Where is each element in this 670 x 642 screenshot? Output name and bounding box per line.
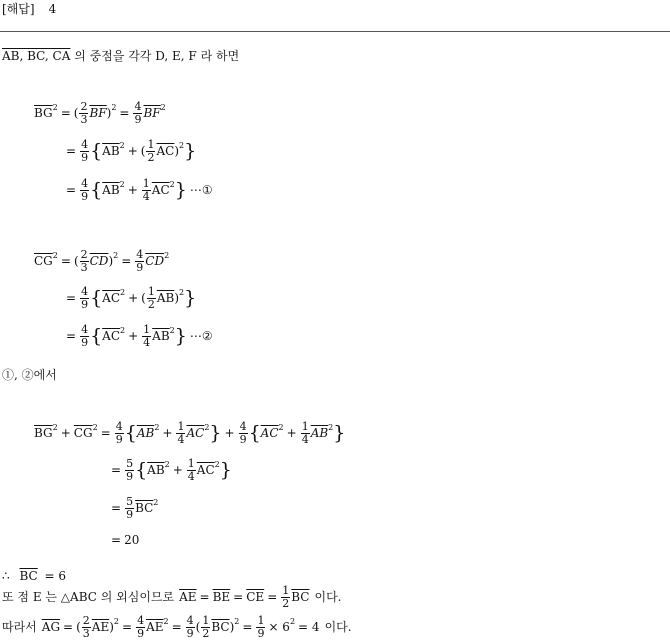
bf-term: $\overline{BF}$	[143, 106, 161, 120]
bg-term: $\overline{BG}$	[34, 106, 53, 120]
equation-tag-1: ⋯①	[189, 183, 213, 197]
bc-term: $\overline{BC}$	[135, 501, 154, 515]
bc-value: = 6	[44, 569, 67, 583]
frac-num: 1	[257, 613, 265, 627]
cg-term: $\overline{CG}$	[73, 426, 93, 440]
frac-den: 9	[239, 432, 247, 446]
bc-term: $\overline{BC}$	[19, 569, 38, 583]
frac-num: 4	[81, 322, 89, 336]
cd-term: $\overline{CD}$	[89, 254, 109, 268]
answer-value: 4	[48, 2, 57, 16]
ab-term: $\overline{AB}$	[102, 144, 120, 158]
sentence-end: 이다.	[314, 590, 342, 604]
frac-num: 4	[134, 99, 142, 113]
frac-den: 9	[81, 189, 89, 203]
frac-num: 1	[147, 137, 155, 151]
frac-den: 2	[147, 297, 155, 311]
ac-term: $\overline{AC}$	[186, 426, 205, 440]
frac-num: 1	[142, 176, 150, 190]
frac-den: 9	[137, 626, 145, 640]
final-result: = 4	[298, 620, 320, 634]
therefore-line	[2, 570, 66, 582]
frac-num: 1	[177, 419, 185, 433]
intro-line	[2, 50, 239, 62]
times-six: × 6	[268, 620, 290, 634]
block3-line3: = $\frac{5}{9}$ $\overline{BC}$ $^2$	[111, 494, 159, 521]
frac-num: 1	[143, 322, 151, 336]
frac-num: 4	[137, 613, 145, 627]
answer-header	[2, 3, 56, 15]
frac-den: 9	[257, 626, 265, 640]
frac-num: 1	[202, 613, 210, 627]
equation-tag-2: ⋯②	[189, 329, 213, 343]
frac-den: 9	[81, 150, 89, 164]
frac-den: 2	[147, 150, 155, 164]
frac-den: 9	[81, 297, 89, 311]
ce-term: $\overline{CE}$	[246, 590, 265, 604]
frac-den: 2	[282, 596, 290, 610]
block3-line2: = $\frac{5}{9}$ { $\overline{AB}$ $^2$ + $\frac{1}{4}$ $\overline{AC}$ $^2$ }	[111, 456, 232, 483]
ab-term: $\overline{AB}$	[136, 426, 155, 440]
frac-num: 5	[126, 494, 134, 508]
frac-num: 2	[80, 99, 88, 113]
frac-num: 4	[81, 137, 89, 151]
be-term: $\overline{BE}$	[212, 590, 231, 604]
therefore-symbol: ∴	[2, 569, 10, 583]
circumcenter-text: 또 점 E 는 △ABC 의 외심이므로	[2, 590, 175, 604]
bc-term: $\overline{BC}$	[291, 590, 310, 604]
block2-line1: $\overline{CG}$ $^2$ = ( $\frac{2}{3}$ $\overline{CD}$ ) $^2$ = $\frac{4}{9}$ $\overline{CD}$ $^2$	[34, 247, 170, 274]
frac-den: 9	[136, 260, 144, 274]
block1-line3: = $\frac{4}{9}$ { $\overline{AB}$ $^2$ + $\frac{1}{4}$ $\overline{AC}$ $^2$ } ⋯①	[66, 176, 213, 203]
cd-term: $\overline{CD}$	[145, 254, 165, 268]
ab-term: $\overline{AB}$	[310, 426, 329, 440]
frac-num: 4	[115, 419, 123, 433]
frac-num: 4	[136, 247, 144, 261]
frac-den: 3	[80, 260, 88, 274]
frac-den: 9	[126, 469, 134, 483]
ae-term: $\overline{AE}$	[146, 620, 164, 634]
frac-den: 9	[134, 112, 142, 126]
sentence-end: 이다.	[324, 620, 352, 634]
answer-label: [해답]	[2, 2, 35, 16]
frac-num: 4	[186, 613, 194, 627]
frac-den: 9	[81, 335, 89, 349]
sum-result: 20	[124, 533, 140, 547]
ag-term: $\overline{AG}$	[41, 620, 61, 634]
bg-term: $\overline{BG}$	[34, 426, 53, 440]
ac-term: $\overline{AC}$	[156, 144, 175, 158]
ac-term: $\overline{AC}$	[102, 291, 121, 305]
frac-den: 4	[301, 432, 309, 446]
bf-term: $\overline{BF}$	[89, 106, 107, 120]
block3-line1: $\overline{BG}$ $^2$ + $\overline{CG}$ $^2$ = $\frac{4}{9}$ { $\overline{AB}$ $^2$ + $\frac{1}{4}$ $\overline{AC}$ $^2$ } + $\frac{4}{9}$ { $\overline{AC}$ $^2$ + $\frac{1}{4}$ $\overline{AB}$ $^2$ }	[34, 419, 346, 446]
block1-line1: $\overline{BG}$ $^2$ = ( $\frac{2}{3}$ $\overline{BF}$ ) $^2$ = $\frac{4}{9}$ $\overline{BF}$ $^2$	[34, 99, 166, 126]
ac-term: $\overline{AC}$	[151, 183, 170, 197]
frac-num: 1	[301, 419, 309, 433]
block3-line4: = 20	[111, 533, 140, 547]
circumcenter-line: 또 점 E 는 △ABC 의 외심이므로 $\overline{AE}$ = $\overline{BE}$ = $\overline{CE}$ = $\frac{1}{2}$ $\overline{BC}$ 이다.	[2, 583, 342, 610]
frac-num: 5	[126, 456, 134, 470]
ac-term: $\overline{AC}$	[260, 426, 279, 440]
ab-term: $\overline{AB}$	[156, 291, 175, 305]
frac-den: 4	[142, 189, 150, 203]
frac-den: 4	[143, 335, 151, 349]
ae-term: $\overline{AE}$	[179, 590, 197, 604]
frac-num: 2	[82, 613, 90, 627]
frac-den: 4	[177, 432, 185, 446]
frac-den: 2	[202, 626, 210, 640]
ac-term: $\overline{AC}$	[196, 463, 215, 477]
frac-den: 9	[115, 432, 123, 446]
frac-den: 9	[126, 507, 134, 521]
from-line: ①, ②에서	[2, 368, 57, 382]
intro-segments: AB, BC, CA	[2, 49, 71, 63]
block2-line3: = $\frac{4}{9}$ { $\overline{AC}$ $^2$ + $\frac{1}{4}$ $\overline{AB}$ $^2$ } ⋯②	[66, 322, 213, 349]
final-text: 따라서	[2, 620, 37, 634]
frac-num: 1	[187, 456, 195, 470]
frac-num: 2	[80, 247, 88, 261]
block1-line2: = $\frac{4}{9}$ { $\overline{AB}$ $^2$ + ( $\frac{1}{2}$ $\overline{AC}$ ) $^2$ }	[66, 137, 197, 164]
cg-term: $\overline{CG}$	[34, 254, 53, 268]
bc-term: $\overline{BC}$	[211, 620, 230, 634]
frac-num: 4	[81, 284, 89, 298]
ab-term: $\overline{AB}$	[152, 329, 170, 343]
ae-term: $\overline{AE}$	[91, 620, 110, 634]
ab-term: $\overline{AB}$	[102, 183, 120, 197]
frac-den: 9	[186, 626, 194, 640]
frac-num: 4	[81, 176, 89, 190]
final-line: 따라서 $\overline{AG}$ = ( $\frac{2}{3}$ $\overline{AE}$ ) $^2$ = $\frac{4}{9}$ $\overline{AE}$ $^2$ = $\frac{4}{9}$ ( $\frac{1}{2}$ $\overline{BC}$ ) $^2$ = $\frac{1}{9}$ × 6 $^2$ = 4 이다.	[2, 613, 352, 640]
frac-den: 3	[82, 626, 90, 640]
frac-num: 1	[147, 284, 155, 298]
frac-den: 4	[187, 469, 195, 483]
frac-den: 3	[80, 112, 88, 126]
ab-term: $\overline{AB}$	[147, 463, 165, 477]
ac-term: $\overline{AC}$	[102, 329, 121, 343]
block2-line2: = $\frac{4}{9}$ { $\overline{AC}$ $^2$ + ( $\frac{1}{2}$ $\overline{AB}$ ) $^2$ }	[66, 284, 197, 311]
intro-text: 의 중점을 각각 D, E, F 라 하면	[74, 49, 240, 63]
frac-num: 1	[282, 583, 290, 597]
header-divider	[0, 31, 670, 32]
frac-num: 4	[239, 419, 247, 433]
